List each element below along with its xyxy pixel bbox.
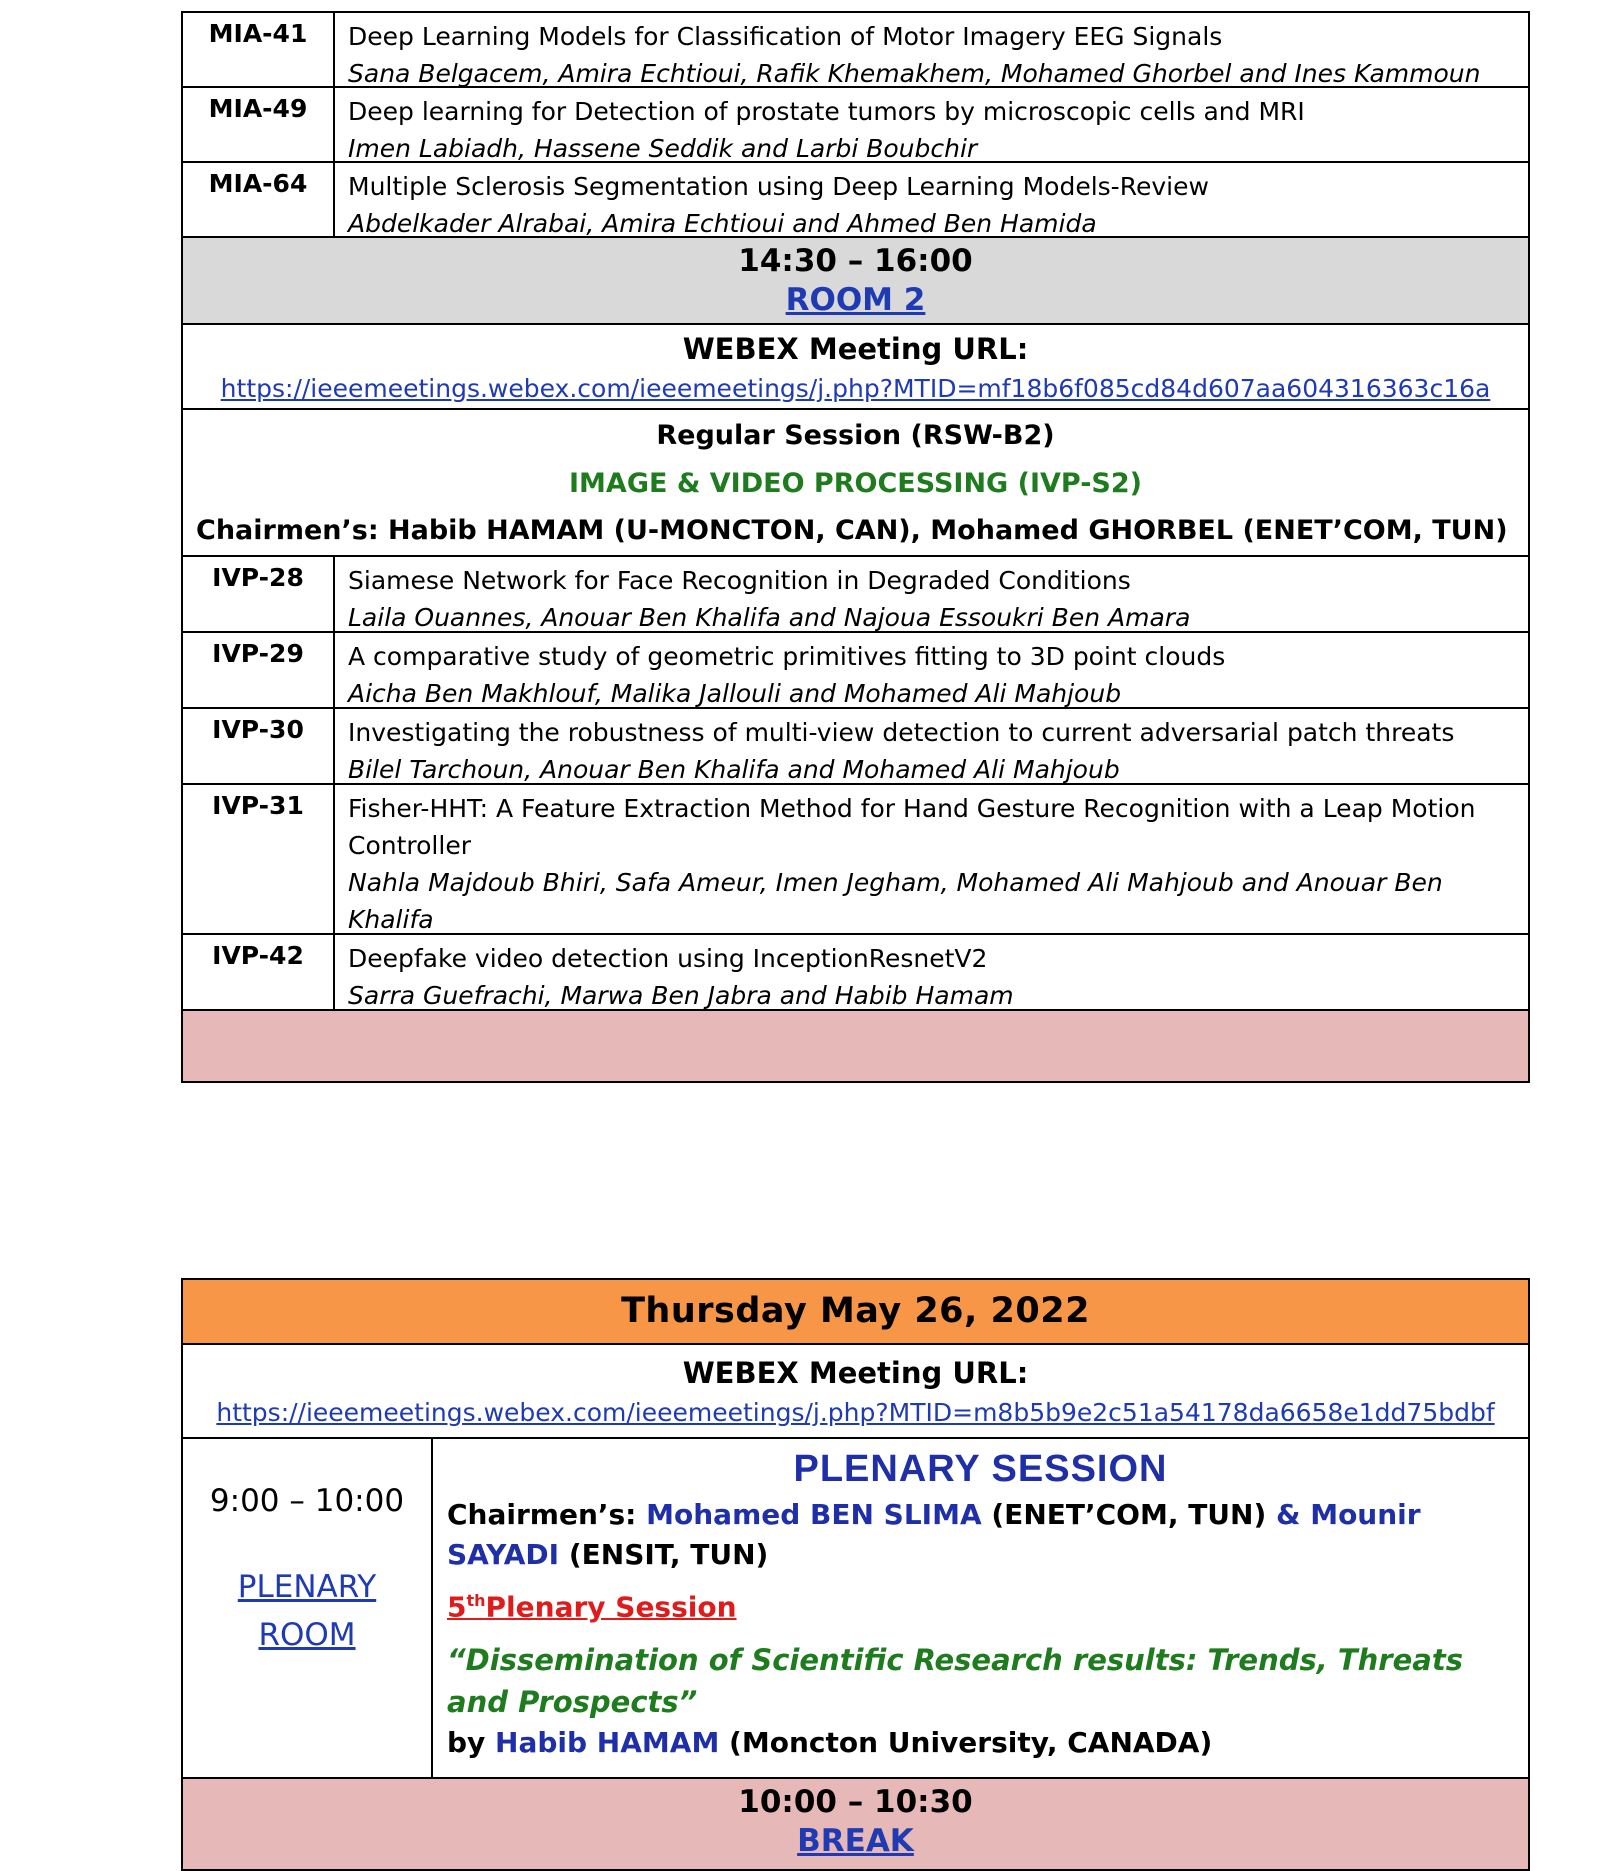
paper-title: A comparative study of geometric primitives fitting to 3D point clouds: [348, 642, 1226, 671]
chairs-ampersand: &: [1276, 1498, 1311, 1531]
paper-info: [335, 633, 1528, 707]
speaker-affiliation: (Moncton University, CANADA): [719, 1726, 1213, 1760]
webex-row: [183, 325, 1528, 410]
talk-speaker: [447, 1723, 1514, 1763]
paper-title: Deepfake video detection using InceptionResnetV2: [348, 944, 988, 973]
paper-row: [183, 935, 1528, 1011]
paper-authors: Sana Belgacem, Amira Echtioui, Rafik Khemakhem, Mohamed Ghorbel and Ines Kammoun: [348, 59, 1481, 88]
paper-title: Deep learning for Detection of prostate tumors by microscopic cells and MRI: [348, 97, 1305, 126]
webex-url-link[interactable]: https://ieeemeetings.webex.com/ieeemeetings/j.php?MTID=mf18b6f085cd84d607aa604316363c16a: [220, 373, 1491, 403]
room-link[interactable]: ROOM 2: [785, 281, 926, 318]
webex-label: WEBEX Meeting URL:: [682, 331, 1029, 366]
session-name: IMAGE & VIDEO PROCESSING (IVP-S2): [569, 467, 1142, 499]
paper-info: [335, 785, 1528, 933]
day-table: [181, 1278, 1530, 1871]
paper-authors: Abdelkader Alrabai, Amira Echtioui and Ahmed Ben Hamida: [348, 209, 1097, 238]
by-prefix: by: [447, 1726, 496, 1760]
paper-authors: Laila Ouannes, Anouar Ben Khalifa and Najoua Essoukri Ben Amara: [348, 603, 1191, 632]
paper-row: [183, 785, 1528, 935]
paper-code: IVP-30: [183, 709, 335, 783]
time-slot-header: [183, 238, 1528, 325]
paper-code: IVP-28: [183, 557, 335, 631]
paper-authors: Nahla Majdoub Bhiri, Safa Ameur, Imen Jegham, Mohamed Ali Mahjoub and Anouar Ben Khalifa: [348, 868, 1443, 934]
plenary-session-label: [447, 1579, 1514, 1629]
paper-row: [183, 88, 1528, 163]
paper-info: [335, 13, 1528, 86]
paper-code: IVP-29: [183, 633, 335, 707]
paper-code: IVP-31: [183, 785, 335, 933]
session-info: [183, 410, 1528, 557]
paper-row: [183, 163, 1528, 238]
paper-title: Investigating the robustness of multi-view detection to current adversarial patch threats: [348, 718, 1455, 747]
chair1-affiliation: (ENET’COM, TUN): [981, 1498, 1277, 1531]
webex-label: WEBEX Meeting URL:: [682, 1356, 1029, 1390]
chair2-name: Mounir SAYADI: [447, 1498, 1421, 1571]
paper-title: Multiple Sclerosis Segmentation using Deep Learning Models-Review: [348, 172, 1209, 201]
paper-code: MIA-64: [183, 163, 335, 236]
paper-title: Fisher-HHT: A Feature Extraction Method for Hand Gesture Recognition with a Leap Motion Controller: [348, 794, 1476, 860]
plenary-number: 5: [447, 1590, 467, 1624]
paper-title: Siamese Network for Face Recognition in Degraded Conditions: [348, 566, 1131, 595]
paper-code: MIA-49: [183, 88, 335, 161]
webex-row: [183, 1345, 1528, 1439]
talk-title: “Dissemination of Scientific Research results: Trends, Threats and Prospects”: [447, 1643, 1463, 1720]
plenary-room-link-line2[interactable]: ROOM: [258, 1617, 356, 1653]
chair2-affiliation: (ENSIT, TUN): [559, 1538, 769, 1571]
paper-code: IVP-42: [183, 935, 335, 1009]
webex-url-link[interactable]: https://ieeemeetings.webex.com/ieeemeetings/j.php?MTID=m8b5b9e2c51a54178da6658e1dd75bdbf: [216, 1398, 1495, 1427]
paper-info: [335, 88, 1528, 161]
paper-row: [183, 13, 1528, 88]
paper-row: [183, 557, 1528, 633]
paper-code: MIA-41: [183, 13, 335, 86]
plenary-title: PLENARY SESSION: [793, 1448, 1168, 1490]
plenary-details: [433, 1439, 1528, 1777]
paper-info: [335, 709, 1528, 783]
paper-title: Deep Learning Models for Classification of Motor Imagery EEG Signals: [348, 22, 1223, 51]
paper-authors: Imen Labiadh, Hassene Seddik and Larbi Boubchir: [348, 134, 978, 163]
chairs-prefix: Chairmen’s:: [447, 1498, 647, 1531]
session-label: Regular Session (RSW-B2): [656, 419, 1055, 451]
session-table-1: [181, 11, 1530, 1083]
paper-info: [335, 163, 1528, 236]
paper-row: [183, 709, 1528, 785]
plenary-time-room: [183, 1439, 433, 1777]
plenary-row: [183, 1439, 1528, 1779]
plenary-label: Plenary Session: [485, 1590, 737, 1624]
plenary-chairs: [447, 1495, 1514, 1575]
chair1-name: Mohamed BEN SLIMA: [646, 1498, 982, 1531]
paper-authors: Sarra Guefrachi, Marwa Ben Jabra and Habib Hamam: [348, 981, 1014, 1010]
break-row-empty: [183, 1011, 1528, 1081]
paper-info: [335, 935, 1528, 1009]
paper-authors: Bilel Tarchoun, Anouar Ben Khalifa and Mohamed Ali Mahjoub: [348, 755, 1120, 784]
plenary-room-link-line1[interactable]: PLENARY: [237, 1569, 377, 1605]
plenary-time: 9:00 – 10:00: [209, 1483, 405, 1519]
session-chairs: Chairmen’s: Habib HAMAM (U-MONCTON, CAN), Mohamed GHORBEL (ENET’COM, TUN): [196, 514, 1508, 546]
time-slot: 14:30 – 16:00: [738, 242, 973, 279]
plenary-ordinal: th: [466, 1591, 486, 1610]
speaker-name: Habib HAMAM: [495, 1726, 720, 1760]
paper-row: [183, 633, 1528, 709]
break-time: 10:00 – 10:30: [738, 1784, 973, 1820]
paper-info: [335, 557, 1528, 631]
break-link[interactable]: BREAK: [797, 1823, 914, 1859]
day-title: Thursday May 26, 2022: [621, 1291, 1090, 1331]
day-header: [183, 1280, 1528, 1345]
paper-authors: Aicha Ben Makhlouf, Malika Jallouli and Mohamed Ali Mahjoub: [348, 679, 1122, 708]
